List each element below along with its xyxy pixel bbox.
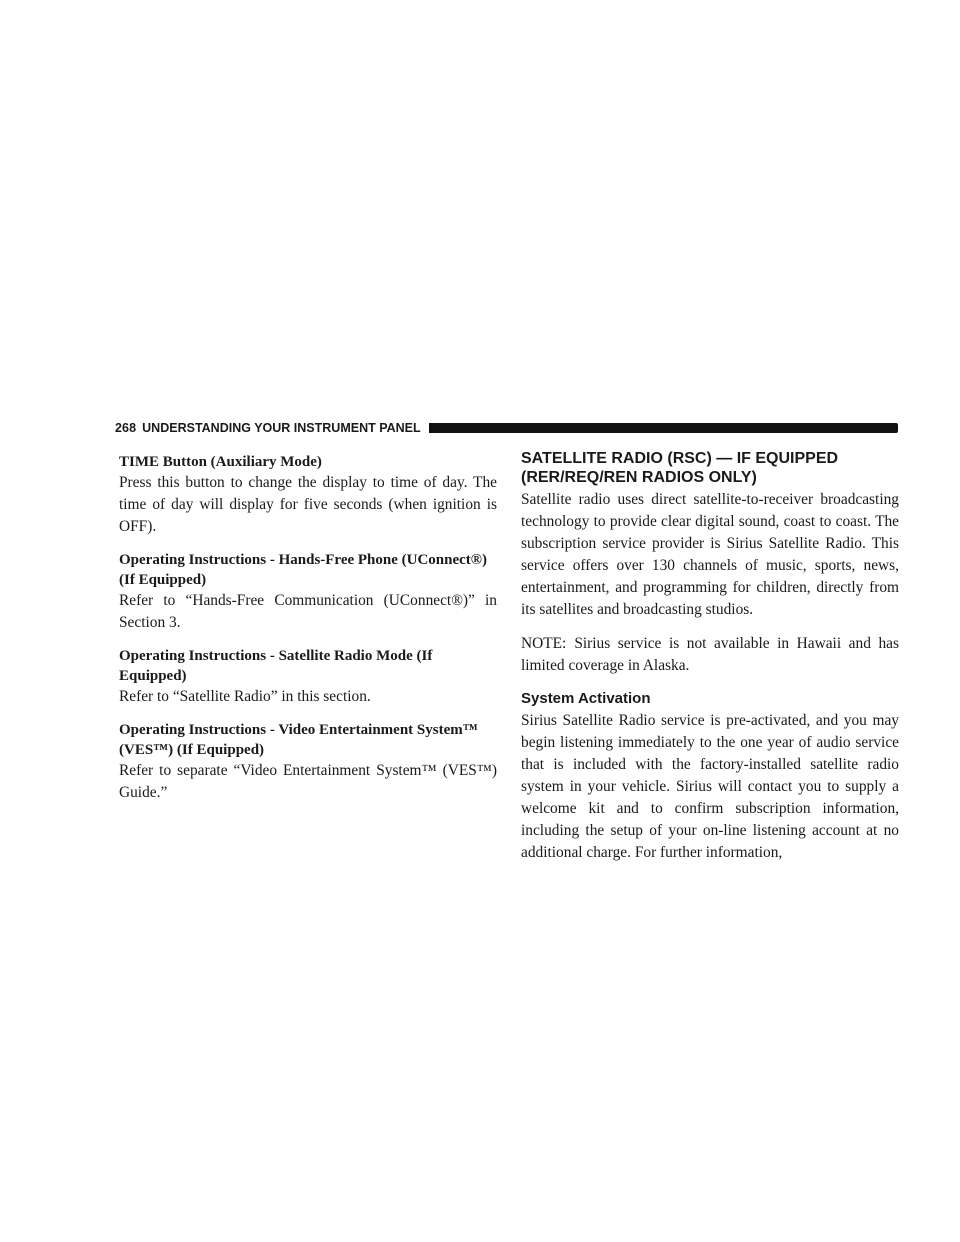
header-rule xyxy=(429,423,898,433)
section-video-entertainment xyxy=(119,720,497,804)
section-satellite-radio-mode xyxy=(119,646,497,708)
running-header-title: UNDERSTANDING YOUR INSTRUMENT PANEL xyxy=(142,421,421,435)
ves-body: Refer to separate “Video Entertainment System™ (VES™) Guide.” xyxy=(119,762,497,801)
section-time-button xyxy=(119,452,497,538)
right-column xyxy=(521,449,899,876)
page-header xyxy=(115,420,898,436)
note-text: Sirius service is not available in Hawaii and has limited coverage in Alaska. xyxy=(521,635,899,674)
page-number: 268 xyxy=(115,421,137,435)
satellite-mode-body: Refer to “Satellite Radio” in this section. xyxy=(119,688,371,705)
ves-heading: Operating Instructions - Video Entertainment System™ (VES™) (If Equipped) xyxy=(119,722,478,758)
time-button-heading: TIME Button (Auxiliary Mode) xyxy=(119,454,322,470)
hands-free-body: Refer to “Hands-Free Communication (UConnect®)” in Section 3. xyxy=(119,592,497,631)
hands-free-heading: Operating Instructions - Hands-Free Phone (UConnect®) (If Equipped) xyxy=(119,552,487,588)
time-button-body: Press this button to change the display to time of day. The time of day will display for five seconds (when ignition is OFF). xyxy=(119,474,497,535)
left-column xyxy=(119,452,497,816)
section-hands-free-phone xyxy=(119,550,497,634)
system-activation-title: System Activation xyxy=(521,690,651,707)
satellite-mode-heading: Operating Instructions - Satellite Radio Mode (If Equipped) xyxy=(119,648,433,684)
satellite-radio-intro: Satellite radio uses direct satellite-to-receiver broadcasting technology to provide clear digital sound, coast to coast. The subscription service provider is Sirius Satellite Radio. This service offers over 130 channels of music, sports, news, entertainment, and programming for children, directly from its satellites and broadcasting studios. xyxy=(521,491,899,618)
note-label: NOTE: xyxy=(521,635,567,652)
satellite-radio-section-title: SATELLITE RADIO (RSC) — IF EQUIPPED (RER/REQ/REN RADIOS ONLY) xyxy=(521,450,839,486)
system-activation-body: Sirius Satellite Radio service is pre-activated, and you may begin listening immediately to the one year of audio service that is included with the factory-installed satellite radio system in your vehicle. Sirius will contact you to supply a welcome kit and to confirm subscription information, including the setup of your on-line listening account at no additional charge. For further information, xyxy=(521,712,899,861)
note-paragraph xyxy=(521,633,899,677)
